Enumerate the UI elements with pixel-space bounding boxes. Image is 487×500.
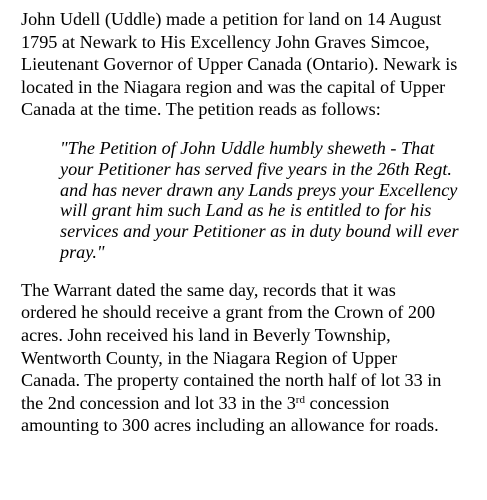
ordinal-superscript: rd (295, 393, 305, 406)
warrant-line: amounting to 300 acres including an allowance for roads. (21, 415, 439, 436)
quote-line: services and your Petitioner as in duty bound will ever (60, 221, 459, 242)
intro-line: John Udell (Uddle) made a petition for land on 14 August (21, 9, 442, 29)
quote-line: your Petitioner has served five years in the 26th Regt. (60, 158, 452, 179)
intro-line: Lieutenant Governor of Upper Canada (Ontario). Newark is (21, 54, 458, 75)
petition-quote (60, 138, 483, 263)
quote-line: and has never drawn any Lands preys your Excellency (60, 179, 458, 200)
document-page (21, 8, 483, 437)
warrant-line: Wentworth County, in the Niagara Region of Upper (21, 347, 398, 368)
warrant-line: The Warrant dated the same day, records that it was (21, 279, 396, 300)
warrant-line-text: the 2nd concession and lot 33 in the 3 (21, 392, 296, 413)
warrant-paragraph (21, 279, 483, 437)
quote-line: pray." (60, 241, 105, 262)
intro-line: Canada at the time. The petition reads as follows: (21, 99, 381, 120)
warrant-line: Canada. The property contained the north half of lot 33 in (21, 370, 442, 391)
intro-paragraph (21, 8, 483, 121)
intro-line: 1795 at Newark to His Excellency John Graves Simcoe, (21, 31, 430, 52)
warrant-line (21, 392, 483, 415)
quote-line: will grant him such Land as he is entitled to for his (60, 200, 432, 221)
intro-line: located in the Niagara region and was the capital of Upper (21, 76, 446, 97)
warrant-line: ordered he should receive a grant from the Crown of 200 (21, 302, 436, 323)
warrant-line-text: concession (304, 392, 390, 413)
quote-line: "The Petition of John Uddle humbly sheweth - That (60, 137, 435, 158)
warrant-line: acres. John received his land in Beverly Township, (21, 324, 391, 345)
